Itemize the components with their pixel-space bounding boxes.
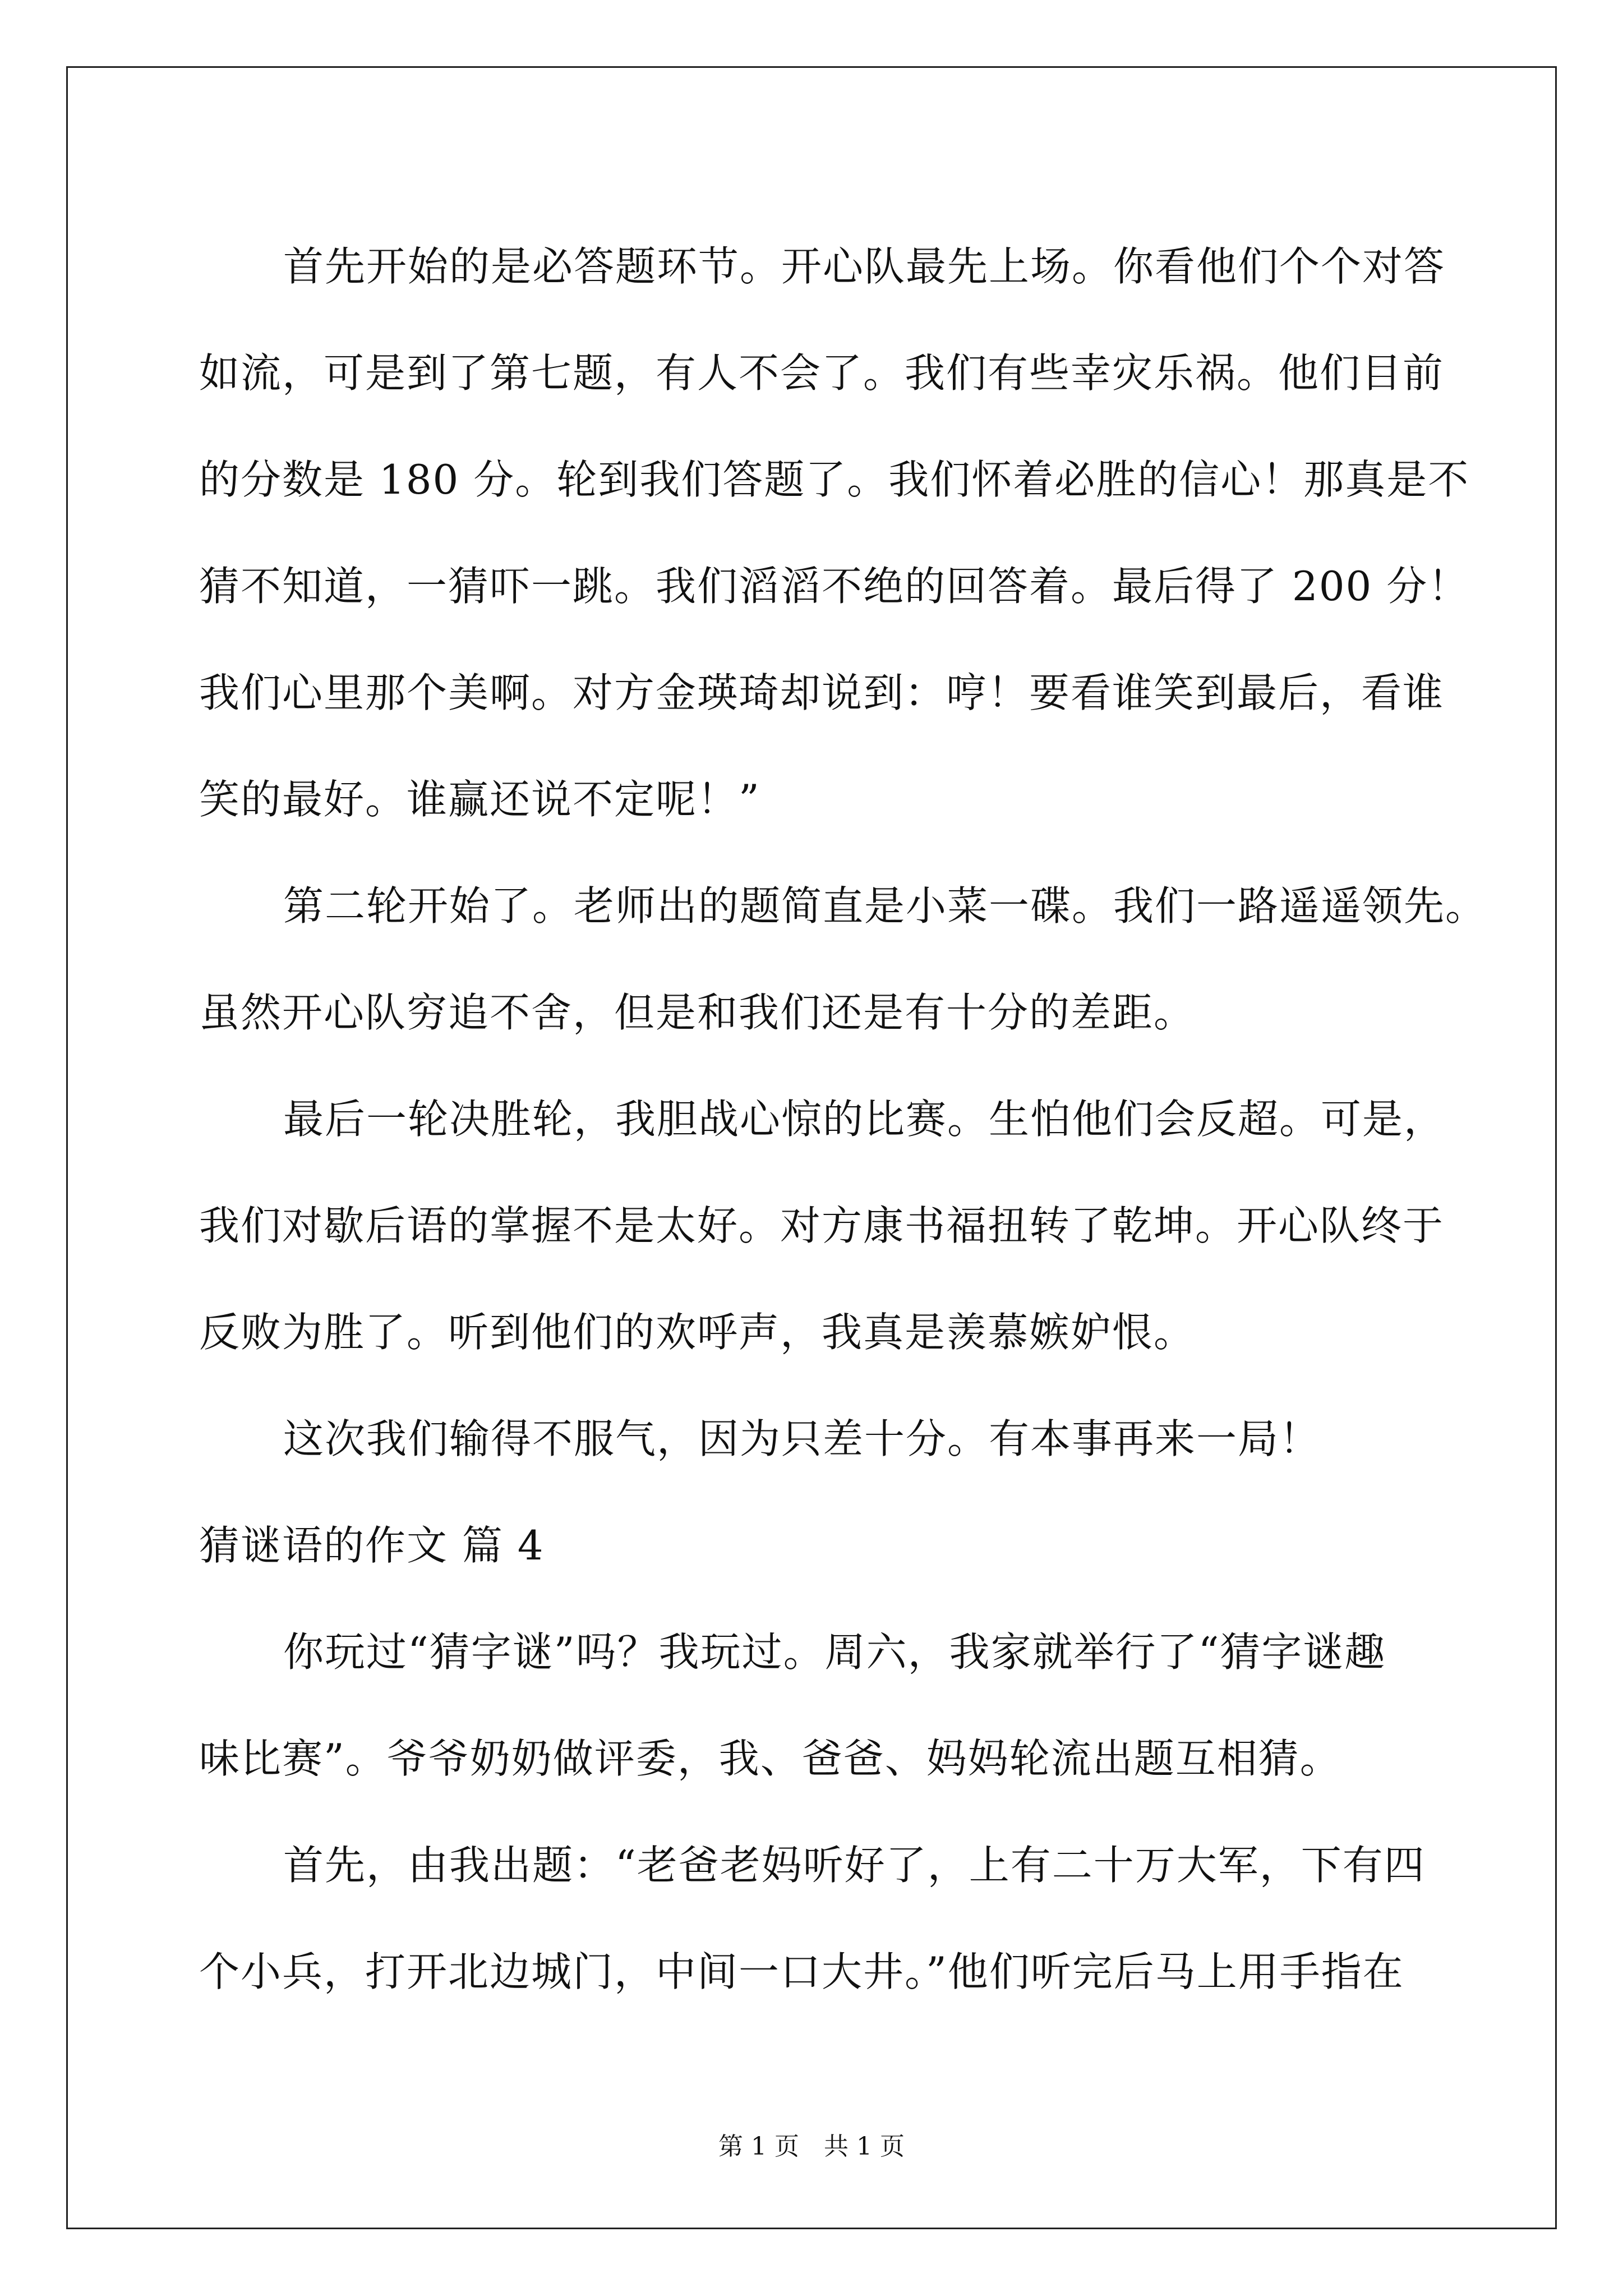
- paragraph-line: 反败为胜了。听到他们的欢呼声，我真是羡慕嫉妒恨。: [199, 1309, 1196, 1356]
- paragraph-line: 这次我们输得不服气，因为只差十分。有本事再来一局！: [283, 1415, 1321, 1462]
- paragraph-line: 第二轮开始了。老师出的题简直是小菜一碟。我们一路遥遥领先。: [283, 882, 1487, 930]
- paragraph-line: 猜不知道，一猜吓一跳。我们滔滔不绝的回答着。最后得了 200 分！: [199, 563, 1470, 610]
- paragraph-line: 笑的最好。谁赢还说不定呢！”: [199, 776, 760, 823]
- section-heading: 猜谜语的作文 篇 4: [199, 1522, 545, 1569]
- paragraph-line: 我们对歇后语的掌握不是太好。对方康书福扭转了乾坤。开心队终于: [199, 1202, 1445, 1249]
- paragraph-line: 我们心里那个美啊。对方金瑛琦却说到：哼！要看谁笑到最后，看谁: [199, 669, 1445, 716]
- paragraph-line: 虽然开心队穷追不舍，但是和我们还是有十分的差距。: [199, 989, 1196, 1036]
- page-footer: 第 1 页 共 1 页: [718, 2132, 905, 2161]
- paragraph-line: 最后一轮决胜轮，我胆战心惊的比赛。生怕他们会反超。可是，: [283, 1096, 1446, 1143]
- paragraph-line: 首先开始的是必答题环节。开心队最先上场。你看他们个个对答: [283, 243, 1446, 290]
- paragraph-line: 首先，由我出题：“老爸老妈听好了，上有二十万大军，下有四: [283, 1842, 1426, 1889]
- document-body: [199, 213, 1487, 2025]
- paragraph-line: 的分数是 180 分。轮到我们答题了。我们怀着必胜的信心！那真是不: [199, 456, 1470, 503]
- paragraph-line: 你玩过“猜字谜”吗？我玩过。周六，我家就举行了“猜字谜趣: [283, 1628, 1386, 1676]
- paragraph-line: 味比赛”。爷爷奶奶做评委，我、爸爸、妈妈轮流出题互相猜。: [199, 1735, 1341, 1782]
- paragraph-line: 个小兵，打开北边城门，中间一口大井。”他们听完后马上用手指在: [199, 1948, 1404, 1995]
- paragraph-line: 如流，可是到了第七题，有人不会了。我们有些幸灾乐祸。他们目前: [199, 349, 1445, 397]
